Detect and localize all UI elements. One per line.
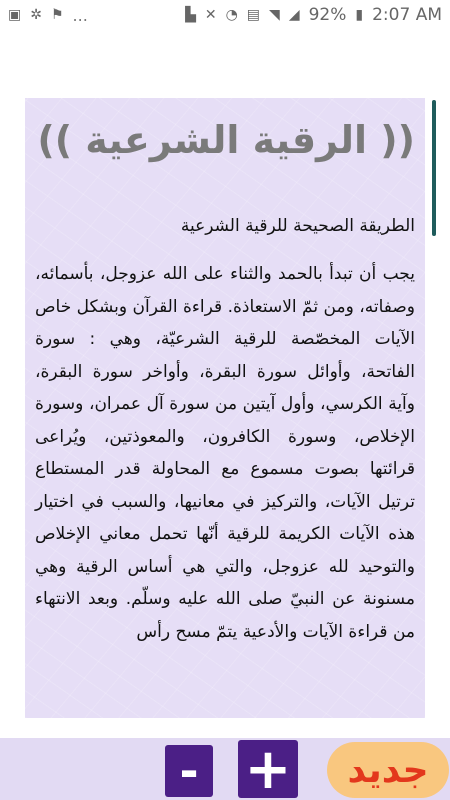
page-title: (( الرقية الشرعية )) <box>37 118 415 162</box>
image-icon: ▣ <box>8 7 22 23</box>
battery-charging-icon: ▮ <box>355 7 364 23</box>
flag-icon: ⚑ <box>50 7 64 23</box>
settings-icon: ✲ <box>30 7 42 23</box>
status-left <box>8 6 88 25</box>
increase-font-button[interactable]: + <box>238 740 298 798</box>
body-text: يجب أن تبدأ بالحمد والثناء على الله عزوجل، بأسمائه، وصفاته، ومن ثمّ الاستعاذة. قراءة القرآن وبشكل خاص الآيات المخصّصة للرقية الشرعيّة، وهي : سورة الفاتحة، وأوائل سورة البقرة، وأواخر سورة البقرة، وآية الكرسي، وأول آيتين من سورة آل عمران، وسورة الإخلاص، وسورة الكافرون، والمعوذتين، ويُراعى قرائتها بصوت مسموع مع المحاولة قدر المستطاع ترتيل الآيات، والتركيز في معانيها، والسبب في اختيار هذه الآيات الكريمة للرقية أنّها تحمل معاني الإخلاص والتوحيد لله عزوجل، والتي هي أساس الرقية وهي مسنونة عن النبيّ صلى الله عليه وسلّم. وبعد الانتهاء من قراءة الآيات والأدعية يتمّ مسح رأس <box>35 264 415 642</box>
status-right <box>185 5 442 25</box>
decrease-font-button[interactable]: - <box>165 745 213 797</box>
clock: 2:07 AM <box>372 5 442 25</box>
nfc-icon: ▤ <box>246 7 261 23</box>
status-bar <box>0 0 450 30</box>
alarm-icon: ◔ <box>225 7 238 23</box>
battery-percent: 92% <box>308 5 347 25</box>
wifi-icon: ◥ <box>269 7 280 23</box>
scrollbar[interactable] <box>432 100 436 236</box>
content-card[interactable] <box>25 98 425 718</box>
subtitle: الطريقة الصحيحة للرقية الشرعية <box>180 216 415 236</box>
signal-icon: ◢ <box>288 7 300 23</box>
new-button[interactable]: جديد <box>327 742 449 798</box>
notification-dots: ... <box>72 5 88 25</box>
android-icon: ▙ <box>185 7 196 23</box>
mute-icon: ✕ <box>204 7 217 23</box>
